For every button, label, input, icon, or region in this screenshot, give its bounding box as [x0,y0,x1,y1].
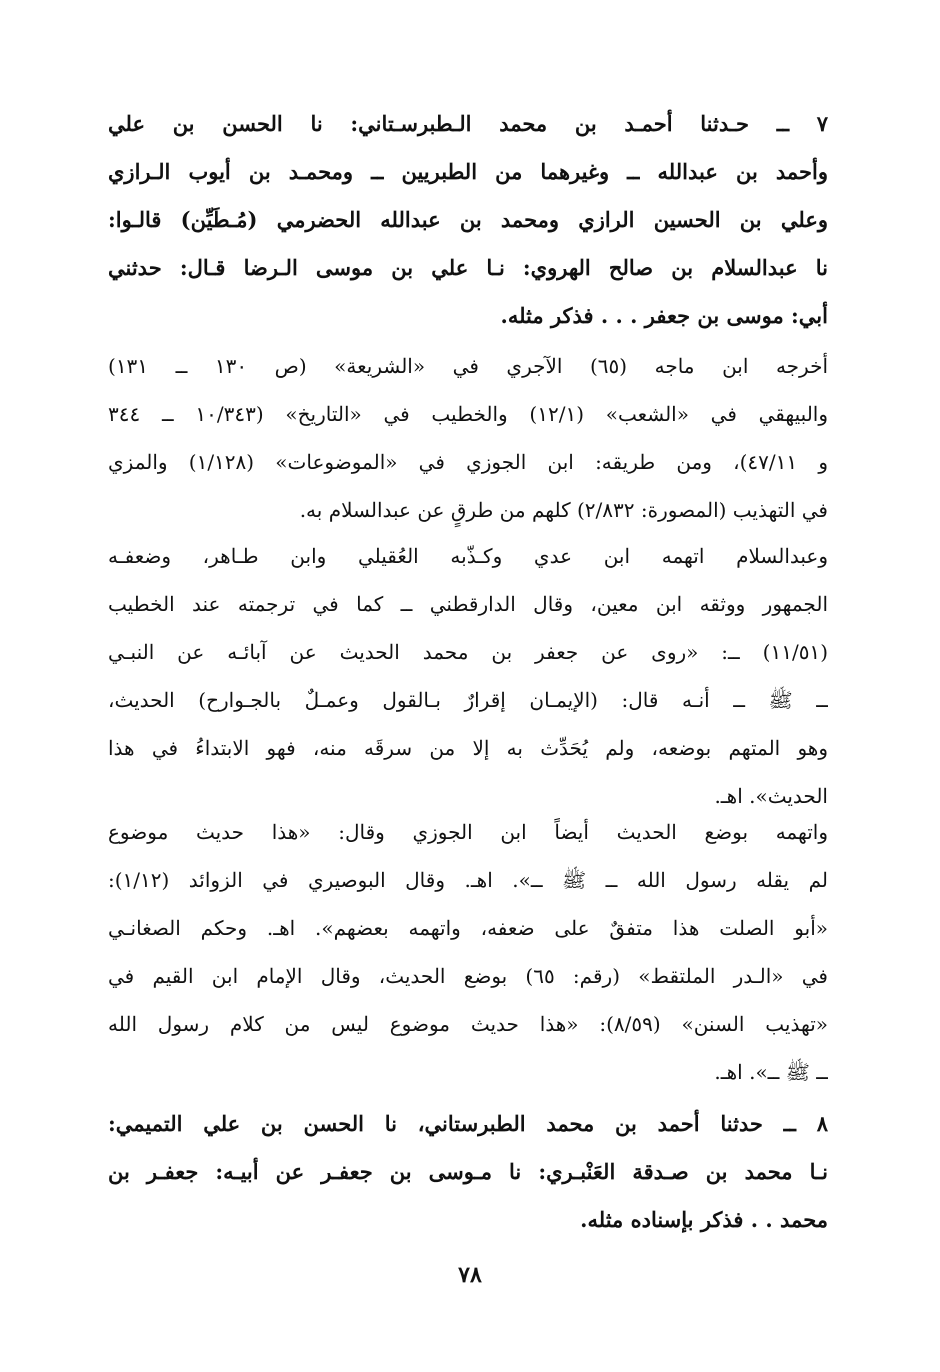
text-line: نا عبدالسلام بن صالح الهروي: نـا علي بن موسى الـرضا قـال: حدثني [108,255,828,280]
text-line: وعلي بن الحسين الرازي ومحمد بن عبدالله الحضرمي (مُـطَيِّن) قالـوا: [108,207,828,232]
hadith-7-paragraph [108,100,828,340]
text-line: «أبو الصلت هذا متفقٌ على ضعفه، واتهمه بعضهم». اهـ. وحكم الصغانـي [108,916,828,940]
text-line: أبي: موسى بن جعفر . . . فذكر مثله. [500,303,828,328]
abdussalam-paragraph [108,532,828,820]
text-line: أخرجه ابن ماجه (٦٥) الآجري في «الشريعة» (ص ١٣٠ ــ ١٣١) [108,354,828,378]
text-line: ٧ ــ حـدثنا أحمـد بن محمد الـطبرسـتاني: نا الحسن بن علي [108,111,828,136]
text-line: في «الـدر الملتقط» (رقم: ٦٥) بوضع الحديث، وقال الإمام ابن القيم في [108,964,828,988]
text-line: وأحمد بن عبدالله ــ وغيرهما من الطبريين ــ ومحمـد بن أيوب الـرازي [108,159,828,184]
text-line: والبيهقي في «الشعب» (١٢/١) والخطيب في «التاريخ» (١٠/٣٤٣ ــ ٣٤٤ [108,402,828,426]
text-line: لم يقله رسول الله ــ ﷺ ــ». اهـ. وقال البوصيري في الزوائد (١/١٢): [108,868,828,892]
hadith-8-paragraph [108,1100,828,1244]
text-line: (١١/٥١) ــ: «روى عن جعفر بن محمد الحديث عن آبائـه عن النبـي [108,640,828,664]
text-line: «تهذيب السنن» (٨/٥٩): «هذا حديث موضوع ليس من كلام رسول الله [108,1012,828,1036]
text-line: في التهذيب (المصورة: ٢/٨٣٢) كلهم من طرقٍ عن عبدالسلام به. [299,498,828,522]
text-line: نـا محمد بن صـدقة العَنْبـري: نا مـوسى بن جعفـر عن أبيـه: جعفـر بن [108,1159,828,1184]
text-line: واتهمه بوضع الحديث أيضاً ابن الجوزي وقال: «هذا حديث موضوع [108,820,828,844]
takhrij-paragraph [108,342,828,534]
ittahamahu-paragraph [108,808,828,1096]
page-number: ٧٨ [458,1262,482,1288]
text-line: وعبدالسلام اتهمه ابن عدي وكـذّبه العُقيلي وابن طـاهر، وضعفـه [108,544,828,568]
text-line: و ٤٧/١١)، ومن طريقه: ابن الجوزي في «الموضوعات» (١/١٢٨) والمزي [108,450,828,474]
text-line: الجمهور ووثقه ابن معين، وقال الدارقطني ــ كما في ترجمته عند الخطيب [108,592,828,616]
text-line: وهو المتهم بوضعه، ولم يُحَدِّث به إلا من سرقَه منه، فهو الابتداءُ في هذا [108,736,828,760]
text-line: محمد . . فذكر بإسناده مثله. [580,1207,828,1232]
text-line: الحديث». اهـ. [714,784,828,808]
text-line: ــ ﷺ ــ». اهـ. [714,1060,828,1084]
text-line: ــ ﷺ ــ أنـه قال: (الإيمـان إقرارٌ بـالقول وعمـلٌ بالجـوارح) الحديث، [108,688,828,712]
text-line: ٨ ــ حدثنا أحمد بن محمد الطبرستاني، نا الحسن بن علي التميمي: [108,1111,828,1136]
